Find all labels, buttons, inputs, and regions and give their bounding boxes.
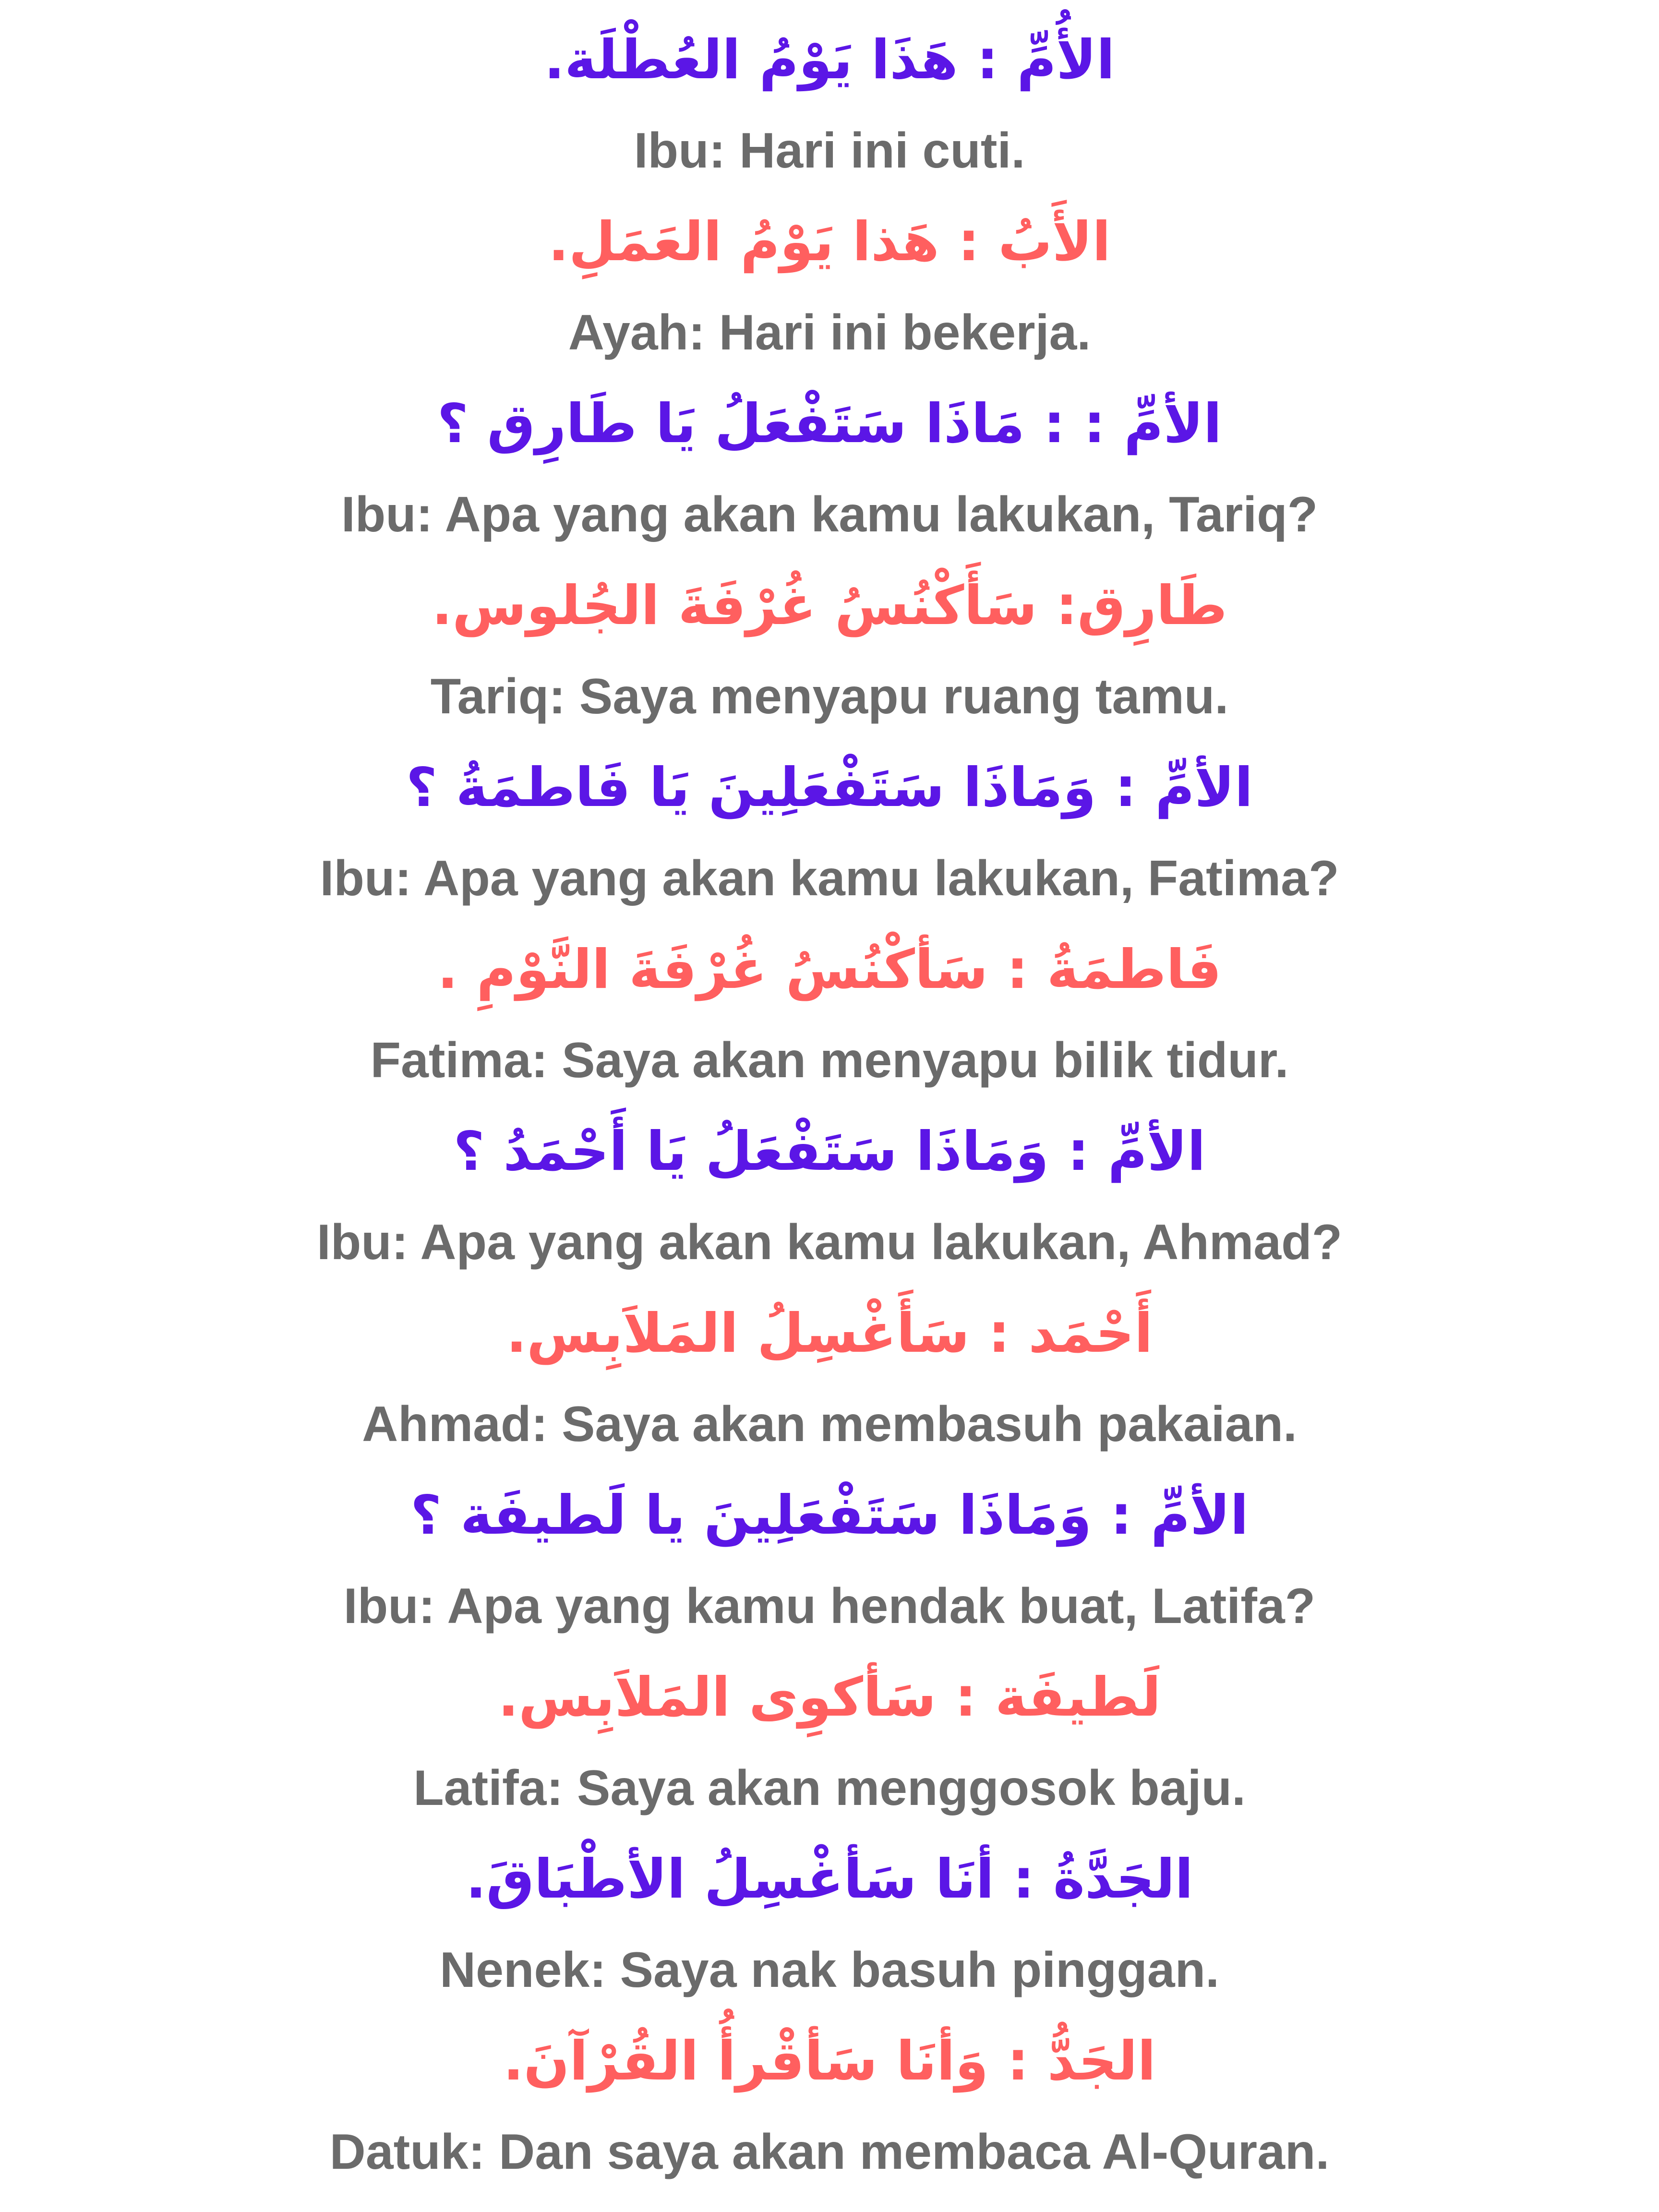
translation-line-ahmad-answer: Ahmad: Saya akan membasuh pakaian. <box>362 1396 1297 1453</box>
arabic-line-latifa-answer: لَطيفَة : سَأكوِى المَلاَبِس. <box>498 1666 1161 1729</box>
arabic-line-ahmad-answer: أَحْمَد : سَأَغْسِلُ المَلاَبِس. <box>506 1302 1153 1365</box>
arabic-line-mother-asks-fatima: الأمِّ : وَمَاذَا سَتَفْعَلِينَ يَا فَاطمَةُ ؟ <box>406 756 1253 819</box>
dialogue-document <box>0 14 1659 2198</box>
translation-line-grandfather: Datuk: Dan saya akan membaca Al-Quran. <box>329 2124 1330 2180</box>
arabic-line-mother-asks-latifa: الأمِّ : وَمَاذَا سَتَفْعَلِينَ يا لَطيفَة ؟ <box>410 1484 1249 1547</box>
translation-line-mother-asks-fatima: Ibu: Apa yang akan kamu lakukan, Fatima? <box>320 851 1339 907</box>
translation-line-mother-holiday: Ibu: Hari ini cuti. <box>634 123 1025 179</box>
arabic-line-mother-asks-tariq: الأمِّ : : مَاذَا سَتَفْعَلُ يَا طَارِق ؟ <box>437 392 1222 455</box>
translation-line-grandmother: Nenek: Saya nak basuh pinggan. <box>440 1942 1219 1998</box>
arabic-line-grandfather: الجَدُّ : وَأنَا سَأقْرأُ القُرْآنَ. <box>503 2030 1156 2092</box>
arabic-line-mother-asks-ahmad: الأمِّ : وَمَاذَا سَتَفْعَلُ يَا أَحْمَدُ ؟ <box>453 1120 1206 1183</box>
arabic-line-mother-holiday: الأُمِّ : هَذَا يَوْمُ العُطْلَة. <box>544 28 1115 91</box>
arabic-line-grandmother: الجَدَّةُ : أنَا سَأغْسِلُ الأطْبَاقَ. <box>466 1848 1193 1911</box>
translation-line-latifa-answer: Latifa: Saya akan menggosok baju. <box>413 1760 1246 1816</box>
translation-line-mother-asks-ahmad: Ibu: Apa yang akan kamu lakukan, Ahmad? <box>316 1214 1343 1271</box>
translation-line-father-work: Ayah: Hari ini bekerja. <box>568 305 1091 361</box>
arabic-line-fatima-answer: فَاطمَةُ : سَأكْنُسُ غُرْفَةَ النَّوْمِ . <box>437 938 1222 1001</box>
translation-line-mother-asks-tariq: Ibu: Apa yang akan kamu lakukan, Tariq? <box>341 487 1318 543</box>
translation-line-mother-asks-latifa: Ibu: Apa yang kamu hendak buat, Latifa? <box>343 1578 1316 1635</box>
translation-line-tariq-answer: Tariq: Saya menyapu ruang tamu. <box>430 669 1229 725</box>
arabic-line-father-work: الأَبُ : هَذا يَوْمُ العَمَلِ. <box>548 210 1111 273</box>
translation-line-fatima-answer: Fatima: Saya akan menyapu bilik tidur. <box>370 1033 1289 1089</box>
arabic-line-tariq-answer: طَارِق: سَأَكْنُسُ غُرْفَةَ الجُلوس. <box>432 574 1227 637</box>
